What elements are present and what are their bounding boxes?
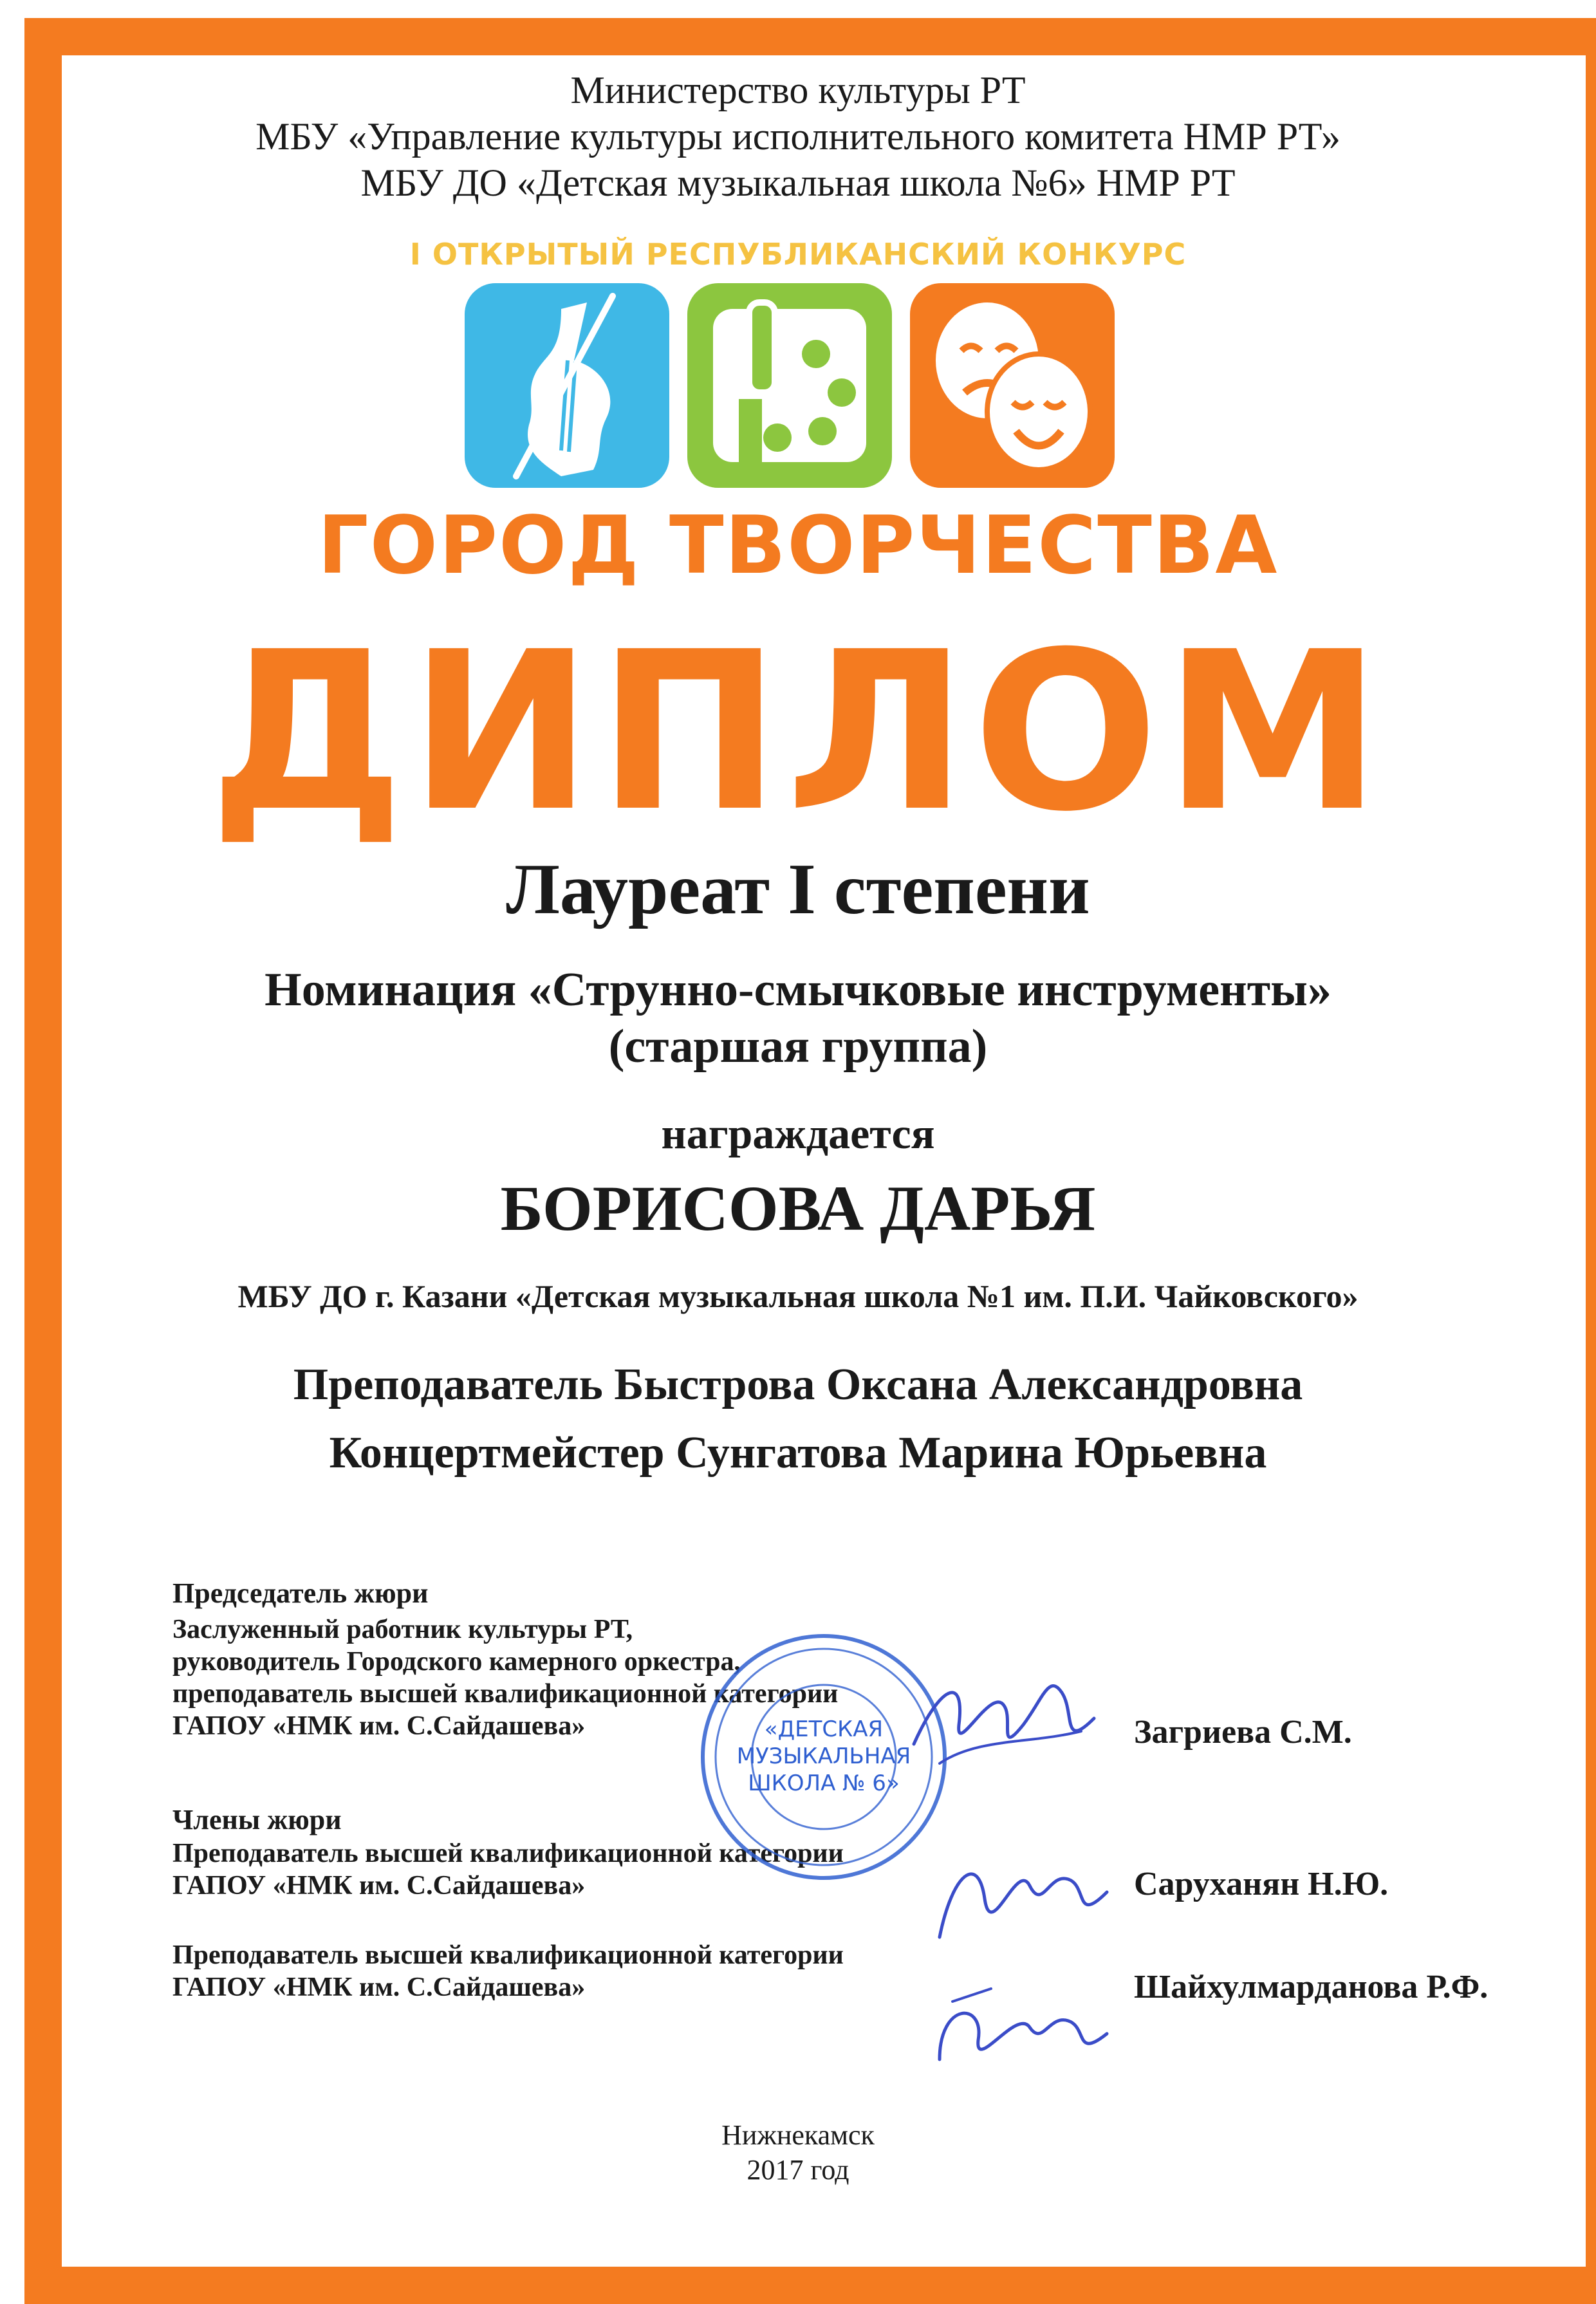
nomination-line: Номинация «Струнно-смычковые инструменты» — [264, 963, 1332, 1016]
jury-chair-title: Председатель жюри — [172, 1577, 429, 1609]
accompanist-line: Концертмейстер Сунгатова Марина Юрьевна — [329, 1428, 1267, 1478]
jury-chair-name: Загриева С.М. — [1134, 1714, 1352, 1751]
member2-signature — [914, 1963, 1120, 2092]
palette-icon — [687, 283, 892, 488]
footer-city: Нижнекамск — [721, 2119, 875, 2151]
stamp-text: «ДЕТСКАЯ — [764, 1716, 884, 1742]
recipient-name: БОРИСОВА ДАРЬЯ — [500, 1173, 1096, 1244]
contest-name: ГОРОД ТВОРЧЕСТВА — [317, 499, 1279, 592]
diploma-title: ДИПЛОМ — [209, 605, 1387, 860]
member1-signature — [920, 1834, 1126, 1963]
jury-chair-detail: Заслуженный работник культуры РТ, — [172, 1615, 633, 1644]
laureate-degree: Лауреат I степени — [506, 850, 1090, 929]
stamp-text: ШКОЛА № 6» — [748, 1770, 900, 1796]
awarded-label: награждается — [661, 1109, 935, 1158]
contest-subtitle: I ОТКРЫТЫЙ РЕСПУБЛИКАНСКИЙ КОНКУРС — [409, 237, 1187, 272]
jury-chair-detail: преподаватель высшей квалификационной категории — [172, 1679, 839, 1709]
footer-year: 2017 год — [747, 2154, 849, 2186]
jury-member-detail: Преподаватель высшей квалификационной категории — [172, 1940, 844, 1970]
violin-icon — [465, 283, 669, 488]
culture-department-line: МБУ «Управление культуры исполнительного комитета НМР РТ» — [255, 115, 1341, 158]
ministry-line: Министерство культуры РТ — [570, 69, 1026, 111]
jury-member-detail: Преподаватель высшей квалификационной категории — [172, 1839, 844, 1868]
jury-member-detail: ГАПОУ «НМК им. С.Сайдашева» — [172, 1871, 586, 1900]
jury-members-title: Члены жюри — [172, 1804, 342, 1835]
stamp-text: МУЗЫКАЛЬНАЯ — [736, 1743, 911, 1769]
music-school-6-line: МБУ ДО «Детская музыкальная школа №6» НМР РТ — [360, 162, 1236, 204]
jury-chair-detail: ГАПОУ «НМК им. С.Сайдашева» — [172, 1711, 586, 1741]
teacher-line: Преподаватель Быстрова Оксана Александровна — [293, 1360, 1303, 1409]
jury-member-name: Шайхулмарданова Р.Ф. — [1134, 1969, 1489, 2005]
jury-chair-detail: руководитель Городского камерного оркестра, — [172, 1647, 741, 1677]
jury-member-name: Саруханян Н.Ю. — [1134, 1866, 1389, 1902]
theater-masks-icon — [910, 283, 1115, 488]
jury-member-detail: ГАПОУ «НМК им. С.Сайдашева» — [172, 1973, 586, 2002]
recipient-school: МБУ ДО г. Казани «Детская музыкальная школа №1 им. П.И. Чайковского» — [237, 1278, 1359, 1314]
chair-signature — [901, 1648, 1107, 1789]
nomination-group: (старшая группа) — [608, 1020, 988, 1073]
